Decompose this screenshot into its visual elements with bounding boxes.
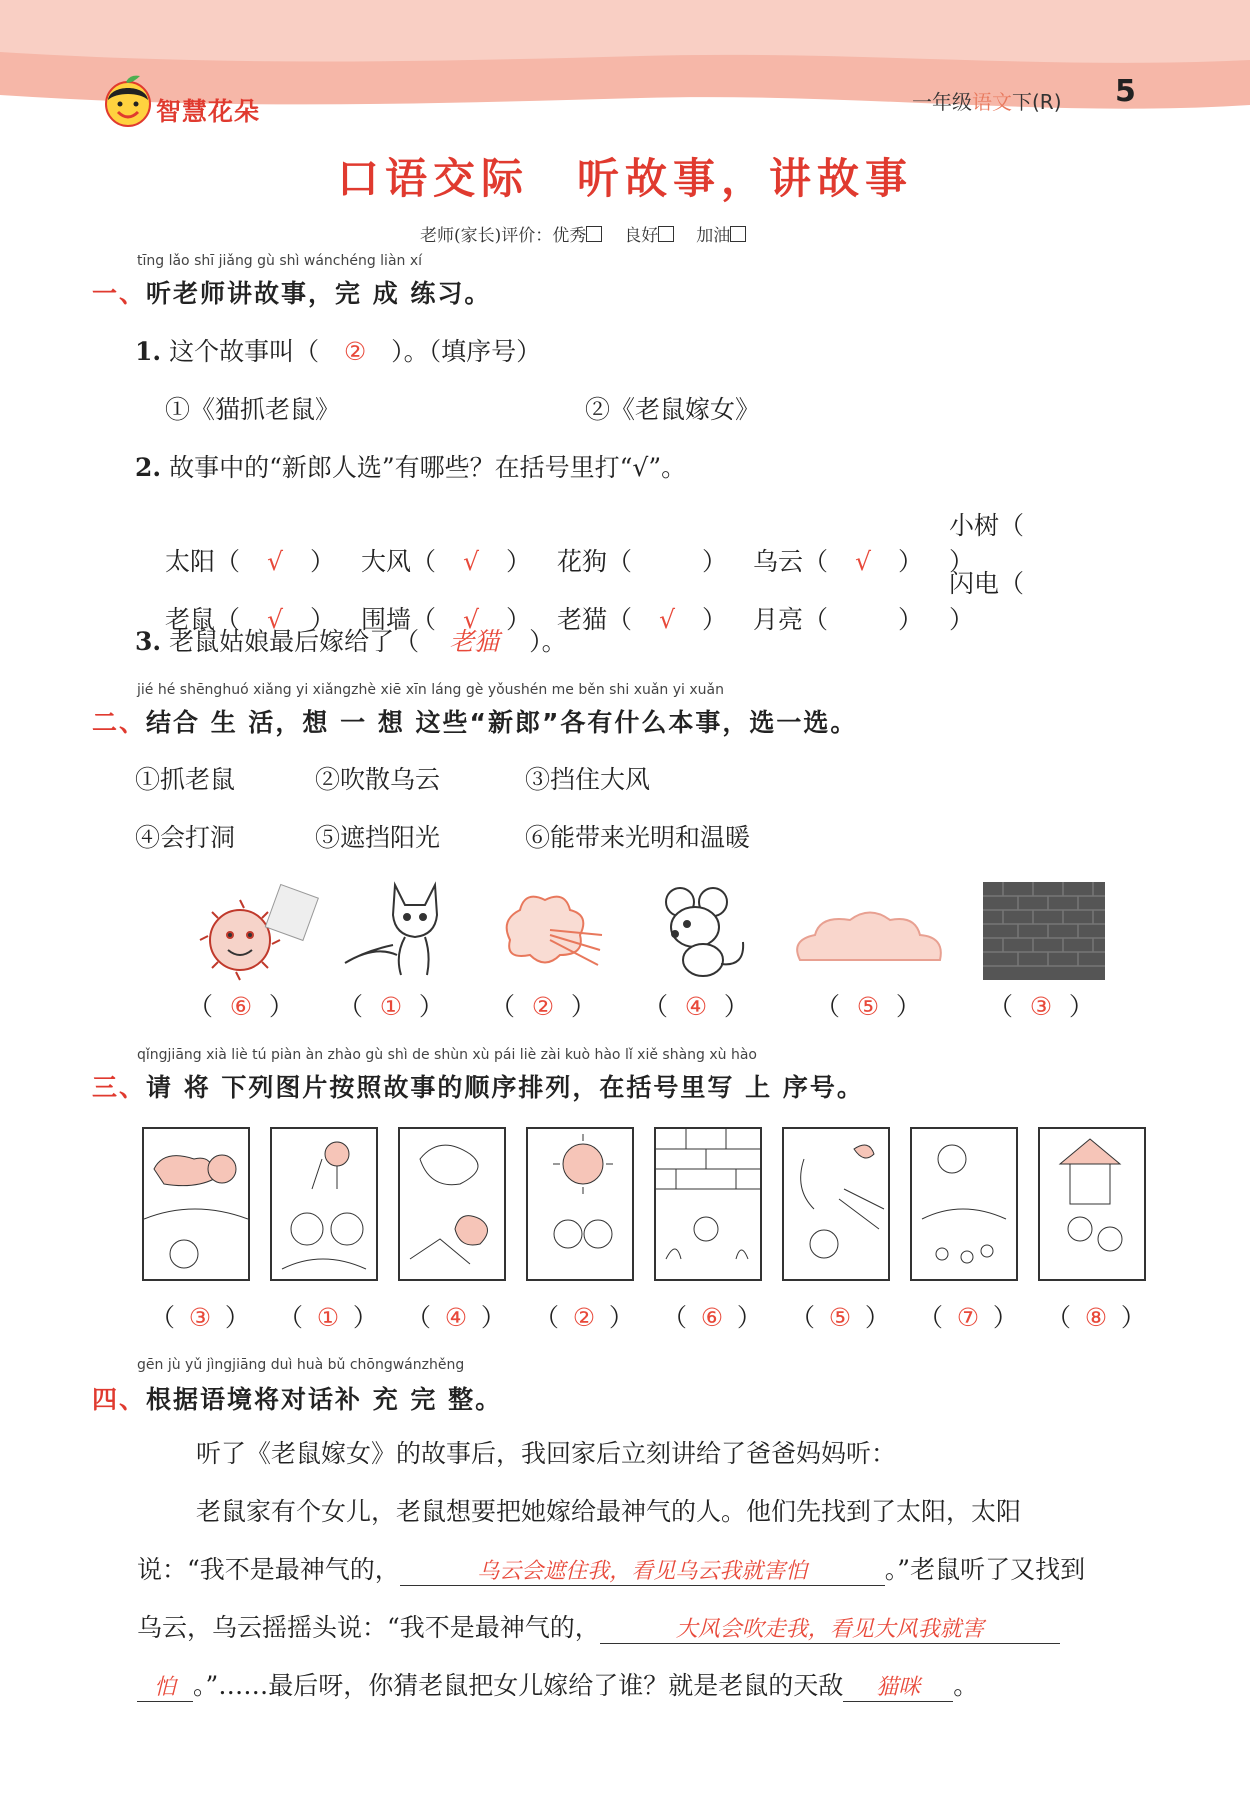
- section3-answer-1-value[interactable]: ③: [188, 1303, 212, 1332]
- section2-option-3: ③挡住大风: [525, 765, 651, 794]
- q2-label: 2.: [135, 453, 162, 482]
- section2-answer-3-value[interactable]: ②: [531, 992, 555, 1021]
- q2-item-name: 围墙: [361, 605, 412, 634]
- section3-answer-3: （ ④ ）: [406, 1303, 506, 1332]
- q3-label: 3.: [135, 627, 162, 656]
- q2-item: 围墙（ √ ）: [361, 605, 532, 634]
- section4-line-3-a: 说：“我不是最神气的，: [137, 1555, 400, 1584]
- section2-answer-2-value[interactable]: ①: [379, 992, 403, 1021]
- evaluation-checkbox-excellent[interactable]: [586, 226, 602, 242]
- q2-item: 老鼠（ √ ）: [165, 605, 336, 634]
- story-picture-8: [1038, 1127, 1146, 1281]
- q1-row: [135, 332, 541, 368]
- section3-answer-2: （ ① ）: [278, 1303, 378, 1332]
- grade-suffix: 下(R): [1012, 90, 1062, 114]
- logo-face-icon: [100, 74, 156, 130]
- story-picture-2: [270, 1127, 378, 1281]
- section1-pinyin: tīng lǎo shī jiǎng gù shì wánchéng liàn xí: [137, 253, 423, 269]
- section4-pinyin: gēn jù yǔ jìngjiāng duì huà bǔ chōngwánzhěng: [137, 1357, 465, 1373]
- section2-answer-6-value[interactable]: ③: [1029, 992, 1053, 1021]
- section3-pinyin: qǐngjiāng xià liè tú piàn àn zhào gù shì de shùn xù pái liè zài kuò hào lǐ xiě shàng xù hào: [137, 1047, 757, 1063]
- section3-heading: [92, 1068, 864, 1104]
- q2-item: 小树（）: [949, 511, 1025, 576]
- section1-heading: [92, 274, 491, 310]
- section3-answer-4-value[interactable]: ②: [572, 1303, 596, 1332]
- section2-option-1: ①抓老鼠: [135, 765, 236, 794]
- section4-number: 四、: [92, 1385, 147, 1414]
- section3-answer-7-value[interactable]: ⑦: [956, 1303, 980, 1332]
- q2-item-name: 花狗: [557, 547, 608, 576]
- q3-text: 老鼠姑娘最后嫁给了（: [169, 627, 420, 656]
- q2-item-mark[interactable]: √: [659, 605, 675, 634]
- section3-number: 三、: [92, 1073, 147, 1102]
- section4-title: 根据语境将对话补 充 完 整。: [146, 1385, 503, 1414]
- q1-answer[interactable]: ②: [343, 337, 367, 366]
- grade-subject: 语文: [972, 90, 1012, 114]
- section2-option-5: ⑤遮挡阳光: [315, 823, 441, 852]
- grade-label: [912, 86, 1062, 115]
- evaluation-row: [420, 221, 768, 246]
- q2-item: 闪电（）: [949, 569, 1025, 634]
- story-picture-6: [782, 1127, 890, 1281]
- q2-item: 太阳（ √ ）: [165, 547, 336, 576]
- q2-item: 乌云（ √ ）: [753, 547, 924, 576]
- story-picture-1: [142, 1127, 250, 1281]
- section4-blank-3[interactable]: 猫咪: [843, 1670, 953, 1702]
- evaluation-checkbox-good[interactable]: [658, 226, 674, 242]
- q2-item-name: 大风: [361, 547, 412, 576]
- section2-option-2: ②吹散乌云: [315, 765, 441, 794]
- q1-option-2: ②《老鼠嫁女》: [585, 395, 761, 424]
- section2-option-6: ⑥能带来光明和温暖: [525, 823, 751, 852]
- q2-item: 老猫（ √ ）: [557, 605, 728, 634]
- section3-answer-8-value[interactable]: ⑧: [1084, 1303, 1108, 1332]
- section4-line-3-b: 。”老鼠听了又找到: [884, 1555, 1086, 1584]
- section4-heading: [92, 1380, 502, 1416]
- q2-item-mark[interactable]: √: [855, 547, 871, 576]
- section2-title: 结合 生 活，想 一 想 这些“新郎”各有什么本事，选一选。: [146, 708, 858, 737]
- section3-answer-2-value[interactable]: ①: [316, 1303, 340, 1332]
- q3-answer[interactable]: 老猫: [449, 627, 500, 656]
- story-picture-3: [398, 1127, 506, 1281]
- q2-item: 大风（ √ ）: [361, 547, 532, 576]
- q2-item-name: 老猫: [557, 605, 608, 634]
- q2-item-name: 月亮: [753, 605, 804, 634]
- q2-item: 月亮（ ）: [753, 605, 924, 634]
- cat-picture: [335, 875, 465, 990]
- sun-picture: [180, 880, 320, 990]
- section2-answer-5: （ ⑤ ）: [815, 992, 921, 1021]
- section2-answer-6: （ ③ ）: [988, 992, 1094, 1021]
- grade-prefix: 一年级: [912, 90, 972, 114]
- section3-answer-3-value[interactable]: ④: [444, 1303, 468, 1332]
- evaluation-option-keepgoing: 加油: [696, 226, 731, 246]
- q2-text: 故事中的“新郎人选”有哪些？在括号里打“√”。: [169, 453, 687, 482]
- evaluation-label: 老师(家长)评价：: [420, 226, 553, 246]
- section3-answer-7: （ ⑦ ）: [918, 1303, 1018, 1332]
- q2-item-name: 太阳: [165, 547, 216, 576]
- section2-option-4: ④会打洞: [135, 823, 236, 852]
- q2-item-name: 乌云: [753, 547, 804, 576]
- mouse-picture: [645, 882, 755, 987]
- q2-item-mark[interactable]: √: [267, 547, 283, 576]
- q1-option-1: ①《猫抓老鼠》: [165, 395, 341, 424]
- wind-picture: [490, 880, 610, 990]
- section3-answer-6-value[interactable]: ⑤: [828, 1303, 852, 1332]
- section2-answer-1-value[interactable]: ⑥: [229, 992, 253, 1021]
- q2-item-name: 老鼠: [165, 605, 216, 634]
- section3-answer-5-value[interactable]: ⑥: [700, 1303, 724, 1332]
- section3-answer-5: （ ⑥ ）: [662, 1303, 762, 1332]
- evaluation-option-excellent: 优秀: [552, 226, 587, 246]
- cloud-picture: [790, 905, 950, 975]
- section3-answer-6: （ ⑤ ）: [790, 1303, 890, 1332]
- section4-line-5: [137, 1666, 978, 1702]
- section2-pinyin: jié hé shēnghuó xiǎng yi xiǎngzhè xiē xīn láng gè yǒushén me běn shi xuǎn yi xuǎn: [137, 682, 724, 698]
- q3-text-after: ）。: [529, 627, 567, 656]
- story-picture-7: [910, 1127, 1018, 1281]
- q2-item-name: 小树: [949, 511, 1000, 540]
- section2-number: 二、: [92, 708, 147, 737]
- section2-answer-1: （ ⑥ ）: [188, 992, 294, 1021]
- section3-title: 请 将 下列图片按照故事的顺序排列，在括号里写 上 序号。: [146, 1073, 864, 1102]
- section2-answer-2: （ ① ）: [338, 992, 444, 1021]
- evaluation-checkbox-keepgoing[interactable]: [730, 226, 746, 242]
- section3-answer-4: （ ② ）: [534, 1303, 634, 1332]
- section2-answer-4-value[interactable]: ④: [684, 992, 708, 1021]
- page-title: 口语交际 听故事，讲故事: [336, 154, 913, 203]
- section1-title: 听老师讲故事，完 成 练习。: [146, 279, 492, 308]
- q1-text-after: ）。（填序号）: [391, 337, 542, 366]
- section4-line-1: 听了《老鼠嫁女》的故事后，我回家后立刻讲给了爸爸妈妈听：: [196, 1439, 897, 1468]
- section4-blank-2a[interactable]: 大风会吹走我，看见大风我就害: [600, 1612, 1060, 1644]
- section4-line-5-a: 。”……最后呀，你猜老鼠把女儿嫁给了谁？就是老鼠的天敌: [193, 1671, 844, 1700]
- section2-answer-4: （ ④ ）: [643, 992, 749, 1021]
- section2-answer-5-value[interactable]: ⑤: [856, 992, 880, 1021]
- page-number: 5: [1115, 74, 1136, 109]
- q1-text: 这个故事叫（: [169, 337, 320, 366]
- q2-row: [135, 448, 686, 484]
- q3-row: [135, 622, 567, 658]
- section4-line-4: [137, 1608, 1060, 1644]
- section3-answer-8: （ ⑧ ）: [1046, 1303, 1146, 1332]
- section4-line-4-a: 乌云，乌云摇摇头说：“我不是最神气的，: [137, 1613, 600, 1642]
- section4-line-5-b: 。: [953, 1671, 979, 1700]
- evaluation-option-good: 良好: [624, 226, 659, 246]
- story-picture-5: [654, 1127, 762, 1281]
- section4-line-3: [137, 1550, 1085, 1586]
- wall-picture: [983, 882, 1105, 980]
- logo-text: 智慧花朵: [156, 97, 261, 126]
- section4-blank-2b[interactable]: 怕: [137, 1670, 193, 1702]
- section2-answer-3: （ ② ）: [490, 992, 596, 1021]
- section1-number: 一、: [92, 279, 147, 308]
- story-picture-4: [526, 1127, 634, 1281]
- section3-answer-1: （ ③ ）: [150, 1303, 250, 1332]
- q2-item: 花狗（ ）: [557, 547, 728, 576]
- section2-heading: [92, 703, 857, 739]
- section4-line-2: 老鼠家有个女儿，老鼠想要把她嫁给最神气的人。他们先找到了太阳，太阳: [196, 1497, 1022, 1526]
- q1-label: 1.: [135, 337, 162, 366]
- section4-blank-1[interactable]: 乌云会遮住我，看见乌云我就害怕: [400, 1554, 885, 1586]
- q2-item-name: 闪电: [949, 569, 1000, 598]
- q2-item-mark[interactable]: √: [463, 605, 479, 634]
- q2-item-mark[interactable]: √: [267, 605, 283, 634]
- q2-item-mark[interactable]: √: [463, 547, 479, 576]
